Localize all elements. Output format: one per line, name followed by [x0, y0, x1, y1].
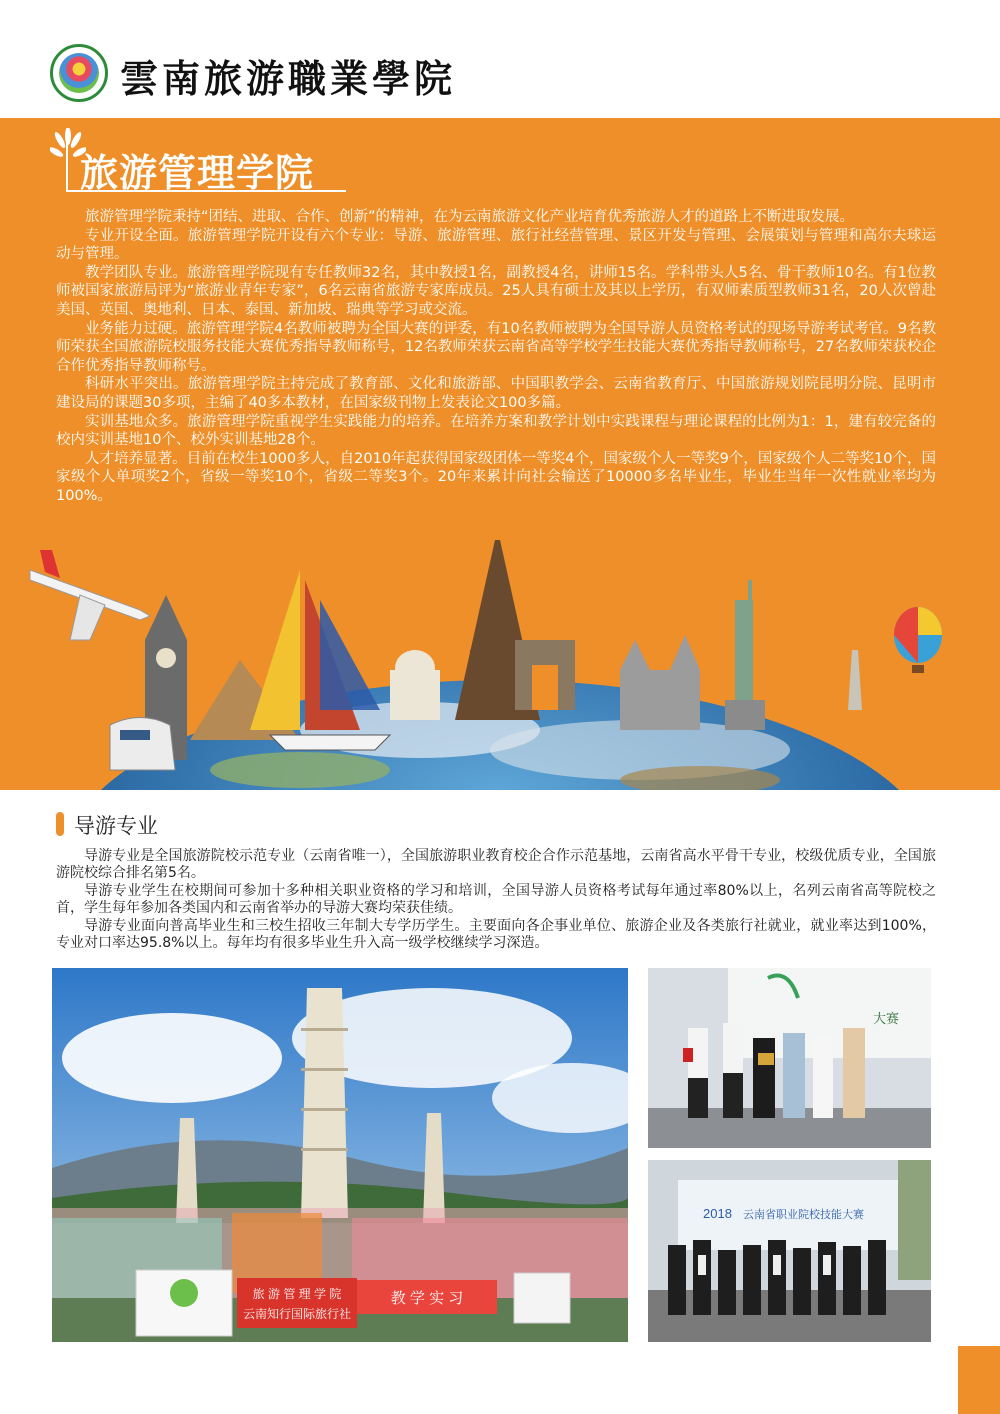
intro-paragraph: 专业开设全面。旅游管理学院开设有六个专业：导游、旅游管理、旅行社经营管理、景区开发与管理、会展策划与管理和高尔夫球运动与管理。: [56, 227, 936, 263]
section-marker: [56, 812, 64, 836]
skills-competition-photo: [648, 1160, 931, 1342]
br-banner-text: 云南省职业院校技能大赛: [743, 1209, 864, 1221]
college-intro-text: [56, 208, 936, 506]
competition-group: [668, 1240, 886, 1315]
guide-paragraph: 导游专业学生在校期间可参加十多种相关职业资格的学习和培训，全国导游人员资格考试每年通过率80%以上，名列云南省高等院校之首，学生每年参加各类国内和云南省举办的导游大赛均荣获佳绩。: [56, 882, 936, 917]
banner-practice: 教 学 实 习: [390, 1290, 464, 1307]
intro-paragraph: 实训基地众多。旅游管理学院重视学生实践能力的培养。在培养方案和教学计划中实践课程与理论课程的比例为1：1，建有较完备的校内实训基地10个、校外实训基地28个。: [56, 413, 936, 449]
school-name: 雲南旅游職業學院: [120, 56, 457, 101]
guide-paragraph: 导游专业是全国旅游院校示范专业（云南省唯一），全国旅游职业教育校企合作示范基地，云南省高水平骨干专业，校级优质专业，全国旅游院校综合排名第5名。: [56, 848, 936, 882]
page-header: [0, 0, 1000, 118]
college-title: 旅游管理学院: [80, 151, 315, 195]
airplane-icon: [30, 550, 150, 640]
intro-paragraph: 业务能力过硬。旅游管理学院4名教师被聘为全国大赛的评委，有10名教师被聘为全国导游人员资格考试的现场导游考试考官。9名教师荣获全国旅游院校服务技能大赛优秀指导教师称号，12名教师荣获云南省高等学校学生技能大赛优秀指导教师称号，27名教师荣获校企合作优秀指导教师称号。: [56, 320, 936, 374]
banner-college-name: 旅 游 管 理 学 院: [252, 1287, 342, 1301]
tr-banner-text: 大赛: [873, 1011, 900, 1026]
castle-icon: [620, 635, 700, 730]
statue-of-liberty-icon: [725, 580, 765, 730]
main-pagoda-icon: [301, 988, 348, 1218]
pagoda-group-photo: [52, 968, 628, 1342]
train-icon: [110, 718, 175, 771]
world-landmarks-illustration: [0, 540, 1000, 790]
guide-section-title: 导游专业: [74, 814, 158, 838]
guide-section-text: [56, 848, 936, 952]
arch-icon: [515, 640, 575, 710]
banner-agency-name: 云南知行国际旅行社: [242, 1307, 352, 1321]
school-logo-icon: [50, 44, 108, 102]
intro-paragraph: 教学团队专业。旅游管理学院现有专任教师32名，其中教授1名，副教授4名，讲师15名。学科带头人5名、骨干教师10名。有1位教师被国家旅游局评为“旅游业青年专家”，6名云南省旅游专家库成员。25人具有硕士及其以上学历，有双师素质型教师31名，20人次曾赴美国、英国、奥地利、日本、泰国、新加坡、瑞典等学习或交流。: [56, 264, 936, 318]
guide-paragraph: 导游专业面向普高毕业生和三校生招收三年制大专学历学生。主要面向各企事业单位、旅游企业及各类旅行社就业，就业率达到100%，专业对口率达95.8%以上。每年均有很多毕业生升入高一级学校继续学习深造。: [56, 917, 936, 952]
award-ceremony-photo: [648, 968, 931, 1148]
hot-air-balloon-icon: [894, 607, 942, 673]
taj-mahal-icon: [390, 650, 440, 720]
page-corner-accent: [958, 1346, 1000, 1414]
intro-paragraph: 科研水平突出。旅游管理学院主持完成了教育部、文化和旅游部、中国职教学会、云南省教育厅、中国旅游规划院昆明分院、昆明市建设局的课题30多项，主编了40多本教材，在国家级刊物上发表论文100多篇。: [56, 376, 936, 411]
title-divider-vertical: [66, 140, 68, 192]
intro-paragraph: 旅游管理学院秉持“团结、进取、合作、创新”的精神，在为云南旅游文化产业培育优秀旅游人才的道路上不断进取发展。: [85, 209, 855, 225]
br-banner-year: 2018: [703, 1206, 732, 1221]
intro-paragraph: 人才培养显著。目前在校生1000多人，自2010年起获得国家级团体一等奖4个，国家级个人一等奖9个，国家级个人二等奖10个，国家级个人单项奖2个，省级一等奖10个，省级二等奖3个。20年来累计向社会输送了10000多名毕业生，毕业生当年一次性就业率均为100%。: [56, 450, 936, 504]
obelisk-icon: [848, 650, 862, 710]
